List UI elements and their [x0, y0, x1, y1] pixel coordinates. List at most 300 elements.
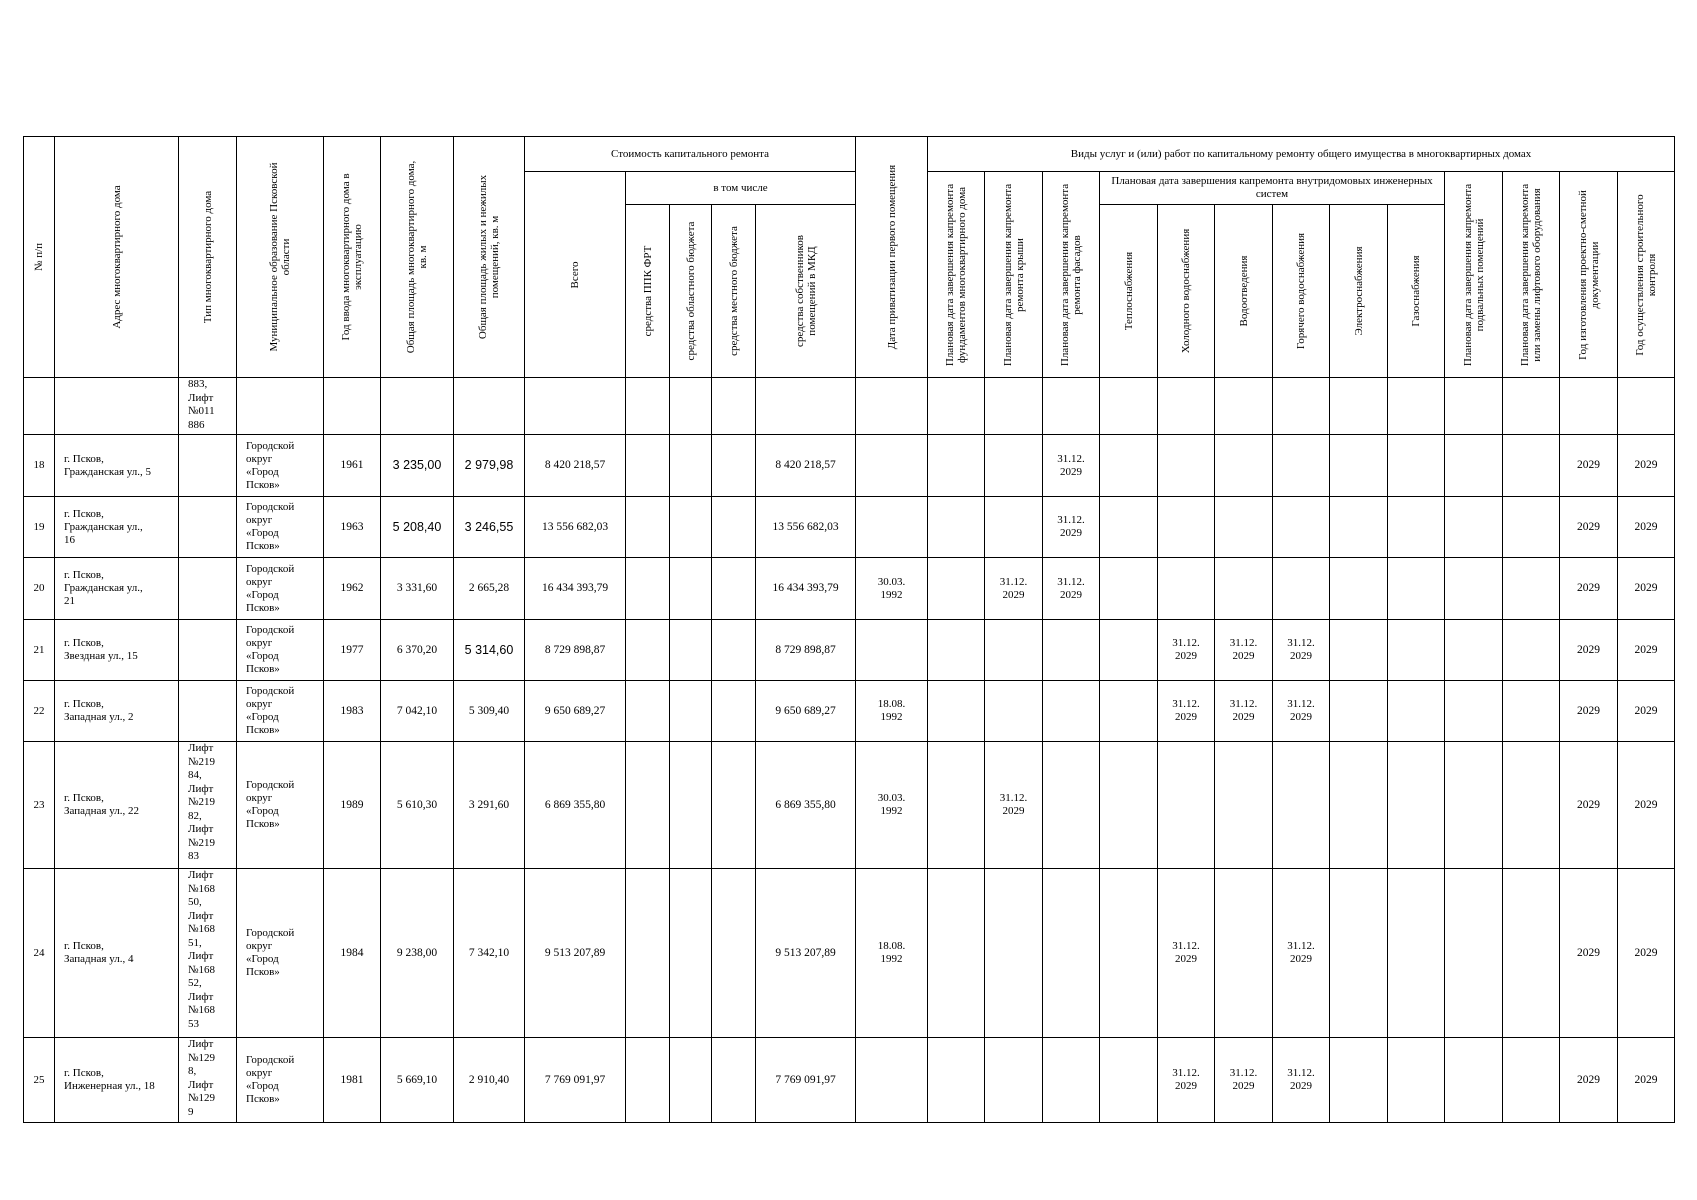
cell-premises-area	[454, 497, 525, 558]
cell-basement	[1445, 681, 1503, 742]
total-text: 9 650 689,27	[544, 704, 606, 717]
cell-no	[24, 378, 55, 435]
cell-year	[324, 378, 381, 435]
cell-type	[179, 1038, 237, 1123]
roof-text: 31.12. 2029	[999, 575, 1028, 601]
cell-gas	[1388, 742, 1445, 869]
total-text: 9 513 207,89	[544, 946, 606, 959]
cell-heat	[1100, 742, 1158, 869]
cell-total-area	[381, 742, 454, 869]
cell-total-area	[381, 558, 454, 620]
cell-drain	[1215, 558, 1273, 620]
cell-address	[55, 869, 179, 1038]
cell-ppk	[626, 869, 670, 1038]
cell-facade	[1043, 1038, 1100, 1123]
hot-text: 31.12. 2029	[1287, 940, 1315, 965]
cell-hot	[1273, 497, 1330, 558]
cell-control	[1618, 1038, 1675, 1123]
owners-text: 9 513 207,89	[775, 946, 836, 959]
cell-type	[179, 620, 237, 681]
cell-basement	[1445, 742, 1503, 869]
design-text: 2029	[1577, 798, 1600, 811]
premises-area-text: 5 314,60	[464, 642, 514, 657]
premises-area-text: 7 342,10	[468, 946, 510, 959]
cell-owners	[756, 742, 856, 869]
header-year-commissioned: Год ввода многоквартирного дома в эксплуатацию	[324, 137, 381, 378]
cell-facade	[1043, 435, 1100, 497]
cell-cold	[1158, 497, 1215, 558]
control-text: 2029	[1634, 582, 1658, 594]
cell-year	[324, 558, 381, 620]
cell-total-area	[381, 378, 454, 435]
cell-premises-area	[454, 620, 525, 681]
cell-local	[712, 435, 756, 497]
cell-gas	[1388, 435, 1445, 497]
cold-text: 31.12. 2029	[1172, 637, 1200, 662]
cell-gas	[1388, 378, 1445, 435]
cell-ppk	[626, 497, 670, 558]
cell-year	[324, 620, 381, 681]
cell-privatization	[856, 620, 928, 681]
control-text: 2029	[1634, 643, 1658, 656]
cell-local	[712, 620, 756, 681]
cell-gas	[1388, 620, 1445, 681]
cell-ppk	[626, 378, 670, 435]
header-design-year: Год изготовления проектно-сметной документации	[1560, 172, 1618, 378]
cell-total	[525, 435, 626, 497]
owners-text: 7 769 091,97	[775, 1073, 836, 1086]
cell-foundation	[928, 378, 985, 435]
year-text: 1961	[340, 459, 364, 471]
header-total: Всего	[525, 172, 626, 378]
cell-elevator	[1503, 742, 1560, 869]
cell-hot	[1273, 742, 1330, 869]
premises-area-text: 5 309,40	[468, 704, 510, 717]
cell-privatization	[856, 435, 928, 497]
cell-total	[525, 378, 626, 435]
year-text: 1977	[340, 643, 364, 656]
cell-local	[712, 558, 756, 620]
year-text: 1962	[340, 582, 364, 594]
cell-total	[525, 681, 626, 742]
cell-heat	[1100, 869, 1158, 1038]
cell-regional	[670, 681, 712, 742]
cell-heat	[1100, 620, 1158, 681]
design-text: 2029	[1577, 459, 1600, 471]
cell-privatization	[856, 742, 928, 869]
cell-roof	[985, 1038, 1043, 1123]
cell-premises-area	[454, 558, 525, 620]
type-text: Лифт №219 84, Лифт №219 82, Лифт №219 83	[188, 742, 215, 862]
cell-local	[712, 681, 756, 742]
cell-electric	[1330, 378, 1388, 435]
cell-design	[1560, 558, 1618, 620]
total-text: 13 556 682,03	[541, 520, 609, 533]
cell-basement	[1445, 1038, 1503, 1123]
privatization-text: 30.03. 1992	[877, 575, 906, 601]
cell-control	[1618, 497, 1675, 558]
cell-privatization	[856, 869, 928, 1038]
type-text: Лифт №129 8, Лифт №129 9	[188, 1038, 215, 1118]
cell-year	[324, 1038, 381, 1123]
cell-owners	[756, 558, 856, 620]
municipality-text: Городской округ «Город Псков»	[246, 624, 295, 675]
control-text: 2029	[1634, 1073, 1658, 1086]
header-cost-group: Стоимость капитального ремонта	[525, 137, 856, 172]
owners-text: 6 869 355,80	[775, 798, 836, 811]
header-heat: Теплоснабжения	[1100, 205, 1158, 378]
cell-roof	[985, 435, 1043, 497]
cell-regional	[670, 620, 712, 681]
year-text: 1963	[340, 520, 364, 533]
cell-total-area	[381, 620, 454, 681]
cell-premises-area	[454, 742, 525, 869]
capital-repair-table	[23, 136, 1675, 1123]
cell-foundation	[928, 497, 985, 558]
header-regional: средства областного бюджета	[670, 205, 712, 378]
cell-no	[24, 620, 55, 681]
cell-local	[712, 742, 756, 869]
cell-elevator	[1503, 497, 1560, 558]
design-text: 2029	[1577, 520, 1600, 533]
header-type: Тип многоквартирного дома	[179, 137, 237, 378]
table-body	[24, 378, 1675, 1123]
cell-control	[1618, 869, 1675, 1038]
type-text: 883, Лифт №011 886	[188, 378, 215, 431]
cell-facade	[1043, 681, 1100, 742]
cell-ppk	[626, 1038, 670, 1123]
cell-cold	[1158, 681, 1215, 742]
cell-foundation	[928, 1038, 985, 1123]
cell-basement	[1445, 558, 1503, 620]
cell-design	[1560, 378, 1618, 435]
cell-type	[179, 742, 237, 869]
cell-owners	[756, 681, 856, 742]
no-text: 24	[33, 946, 45, 959]
cell-premises-area	[454, 869, 525, 1038]
capital-repair-table-page	[23, 136, 1675, 1123]
cell-cold	[1158, 378, 1215, 435]
cell-facade	[1043, 378, 1100, 435]
table-row	[24, 681, 1675, 742]
cell-electric	[1330, 558, 1388, 620]
cell-no	[24, 681, 55, 742]
cell-drain	[1215, 869, 1273, 1038]
cell-elevator	[1503, 558, 1560, 620]
cold-text: 31.12. 2029	[1172, 940, 1200, 965]
cell-hot	[1273, 620, 1330, 681]
cell-owners	[756, 435, 856, 497]
cell-control	[1618, 378, 1675, 435]
no-text: 22	[33, 704, 45, 717]
facade-text: 31.12. 2029	[1057, 575, 1085, 601]
cell-total-area	[381, 435, 454, 497]
cell-drain	[1215, 620, 1273, 681]
cell-drain	[1215, 378, 1273, 435]
cell-no	[24, 742, 55, 869]
cell-ppk	[626, 558, 670, 620]
cell-year	[324, 869, 381, 1038]
cell-facade	[1043, 558, 1100, 620]
cell-no	[24, 435, 55, 497]
no-text: 20	[33, 582, 45, 594]
cell-cold	[1158, 558, 1215, 620]
header-total-area: Общая площадь многоквартирного дома, кв. м	[381, 137, 454, 378]
cell-premises-area	[454, 1038, 525, 1123]
cell-electric	[1330, 742, 1388, 869]
municipality-text: Городской округ «Город Псков»	[246, 779, 295, 830]
header-electric: Электроснабжения	[1330, 205, 1388, 378]
cell-ppk	[626, 620, 670, 681]
design-text: 2029	[1577, 582, 1600, 594]
cell-foundation	[928, 681, 985, 742]
cell-foundation	[928, 869, 985, 1038]
cell-design	[1560, 742, 1618, 869]
address-text: г. Псков, Гражданская ул., 16	[64, 507, 143, 546]
cell-heat	[1100, 435, 1158, 497]
design-text: 2029	[1577, 1073, 1600, 1086]
cell-year	[324, 497, 381, 558]
municipality-text: Городской округ «Город Псков»	[246, 501, 295, 552]
cell-roof	[985, 869, 1043, 1038]
cell-year	[324, 435, 381, 497]
total-area-text: 3 235,00	[392, 458, 442, 472]
cell-total-area	[381, 497, 454, 558]
cell-type	[179, 378, 237, 435]
municipality-text: Городской округ «Город Псков»	[246, 439, 295, 491]
cell-year	[324, 742, 381, 869]
total-text: 8 729 898,87	[544, 643, 606, 656]
cell-control	[1618, 681, 1675, 742]
cell-no	[24, 869, 55, 1038]
table-row-continuation	[24, 378, 1675, 435]
cell-facade	[1043, 497, 1100, 558]
owners-text: 9 650 689,27	[775, 704, 836, 717]
cell-regional	[670, 1038, 712, 1123]
header-works-group: Виды услуг и (или) работ по капитальному ремонту общего имущества в многоквартирных домах	[928, 137, 1675, 172]
cell-address	[55, 681, 179, 742]
cell-municipality	[237, 681, 324, 742]
hot-text: 31.12. 2029	[1287, 637, 1315, 662]
cell-privatization	[856, 1038, 928, 1123]
cell-total-area	[381, 681, 454, 742]
cell-elevator	[1503, 435, 1560, 497]
cell-gas	[1388, 869, 1445, 1038]
cell-gas	[1388, 497, 1445, 558]
premises-area-text: 2 910,40	[468, 1073, 510, 1086]
cell-hot	[1273, 435, 1330, 497]
facade-text: 31.12. 2029	[1057, 452, 1085, 478]
design-text: 2029	[1577, 946, 1600, 959]
header-no: № п/п	[24, 137, 55, 378]
no-text: 23	[33, 798, 45, 811]
cell-elevator	[1503, 869, 1560, 1038]
cell-total-area	[381, 869, 454, 1038]
header-local: средства местного бюджета	[712, 205, 756, 378]
type-text: Лифт №168 50, Лифт №168 51, Лифт №168 52, Лифт №168 53	[188, 869, 215, 1030]
table-row	[24, 742, 1675, 869]
cell-design	[1560, 1038, 1618, 1123]
cell-privatization	[856, 497, 928, 558]
cell-heat	[1100, 497, 1158, 558]
cell-owners	[756, 869, 856, 1038]
total-area-text: 3 331,60	[396, 582, 438, 594]
privatization-text: 30.03. 1992	[877, 792, 906, 817]
cell-local	[712, 497, 756, 558]
design-text: 2029	[1577, 643, 1600, 656]
cell-drain	[1215, 742, 1273, 869]
cell-address	[55, 742, 179, 869]
cell-design	[1560, 497, 1618, 558]
address-text: г. Псков, Западная ул., 2	[64, 698, 134, 723]
address-text: г. Псков, Западная ул., 22	[64, 792, 139, 817]
total-text: 6 869 355,80	[544, 798, 606, 811]
table-row	[24, 435, 1675, 497]
cell-privatization	[856, 558, 928, 620]
municipality-text: Городской округ «Город Псков»	[246, 927, 295, 978]
cell-design	[1560, 681, 1618, 742]
privatization-text: 18.08. 1992	[877, 698, 906, 723]
cell-regional	[670, 869, 712, 1038]
cell-municipality	[237, 869, 324, 1038]
cell-cold	[1158, 620, 1215, 681]
cell-type	[179, 558, 237, 620]
cell-year	[324, 681, 381, 742]
cell-basement	[1445, 378, 1503, 435]
header-including: в том числе	[626, 172, 856, 205]
drain-text: 31.12. 2029	[1229, 698, 1258, 723]
cell-basement	[1445, 869, 1503, 1038]
no-text: 21	[33, 643, 45, 656]
header-basement: Плановая дата завершения капремонта подвальных помещений	[1445, 172, 1503, 378]
cell-cold	[1158, 1038, 1215, 1123]
cold-text: 31.12. 2029	[1172, 698, 1200, 723]
table-row	[24, 1038, 1675, 1123]
cell-gas	[1388, 558, 1445, 620]
cell-design	[1560, 620, 1618, 681]
year-text: 1984	[340, 946, 364, 959]
cell-municipality	[237, 620, 324, 681]
cell-address	[55, 378, 179, 435]
cell-type	[179, 869, 237, 1038]
cell-ppk	[626, 742, 670, 869]
cell-elevator	[1503, 1038, 1560, 1123]
table-row	[24, 620, 1675, 681]
cell-heat	[1100, 558, 1158, 620]
header-facade: Плановая дата завершения капремонта ремонта фасадов	[1043, 172, 1100, 378]
cell-electric	[1330, 681, 1388, 742]
cell-hot	[1273, 378, 1330, 435]
cell-no	[24, 497, 55, 558]
total-text: 8 420 218,57	[544, 459, 606, 471]
cell-total	[525, 869, 626, 1038]
cell-foundation	[928, 435, 985, 497]
address-text: г. Псков, Гражданская ул., 5	[64, 452, 152, 478]
control-text: 2029	[1634, 798, 1658, 811]
total-area-text: 6 370,20	[396, 643, 438, 656]
cell-roof	[985, 620, 1043, 681]
cell-electric	[1330, 869, 1388, 1038]
cell-control	[1618, 742, 1675, 869]
cell-hot	[1273, 1038, 1330, 1123]
cell-municipality	[237, 558, 324, 620]
total-area-text: 9 238,00	[396, 946, 438, 959]
hot-text: 31.12. 2029	[1287, 698, 1315, 723]
cell-foundation	[928, 620, 985, 681]
drain-text: 31.12. 2029	[1229, 1067, 1258, 1092]
cell-owners	[756, 1038, 856, 1123]
municipality-text: Городской округ «Город Псков»	[246, 1054, 295, 1105]
cell-total-area	[381, 1038, 454, 1123]
total-text: 16 434 393,79	[541, 582, 609, 594]
cell-municipality	[237, 742, 324, 869]
cell-type	[179, 435, 237, 497]
cell-premises-area	[454, 681, 525, 742]
cell-regional	[670, 558, 712, 620]
no-text: 25	[33, 1073, 45, 1086]
design-text: 2029	[1577, 704, 1600, 717]
cell-roof	[985, 497, 1043, 558]
cell-privatization	[856, 378, 928, 435]
header-gas: Газоснабжения	[1388, 205, 1445, 378]
header-municipality: Муниципальное образование Псковской области	[237, 137, 324, 378]
cell-address	[55, 435, 179, 497]
cell-design	[1560, 869, 1618, 1038]
cell-regional	[670, 497, 712, 558]
cell-ppk	[626, 435, 670, 497]
cell-hot	[1273, 869, 1330, 1038]
cell-address	[55, 1038, 179, 1123]
cell-cold	[1158, 435, 1215, 497]
owners-text: 13 556 682,03	[772, 520, 839, 533]
cell-drain	[1215, 681, 1273, 742]
total-area-text: 5 208,40	[392, 519, 442, 534]
header-foundation: Плановая дата завершения капремонта фундаментов многоквартирного дома	[928, 172, 985, 378]
header-cold-water: Холодного водоснабжения	[1158, 205, 1215, 378]
cell-elevator	[1503, 620, 1560, 681]
cell-roof	[985, 742, 1043, 869]
cell-basement	[1445, 497, 1503, 558]
cell-type	[179, 681, 237, 742]
cell-cold	[1158, 742, 1215, 869]
header-elevator: Плановая дата завершения капремонта или замены лифтового оборудования	[1503, 172, 1560, 378]
header-roof: Плановая дата завершения капремонта ремонта крыши	[985, 172, 1043, 378]
year-text: 1981	[340, 1073, 364, 1086]
cell-foundation	[928, 558, 985, 620]
control-text: 2029	[1634, 704, 1658, 717]
cell-design	[1560, 435, 1618, 497]
cell-electric	[1330, 620, 1388, 681]
cell-drain	[1215, 1038, 1273, 1123]
cell-municipality	[237, 1038, 324, 1123]
no-text: 18	[33, 459, 45, 471]
cell-elevator	[1503, 681, 1560, 742]
cell-municipality	[237, 378, 324, 435]
control-text: 2029	[1634, 459, 1658, 471]
owners-text: 8 729 898,87	[775, 643, 836, 656]
cell-total	[525, 620, 626, 681]
header-ppk-frt: средства ППК ФРТ	[626, 205, 670, 378]
cell-no	[24, 558, 55, 620]
table-row	[24, 558, 1675, 620]
cell-municipality	[237, 435, 324, 497]
cell-local	[712, 378, 756, 435]
cell-privatization	[856, 681, 928, 742]
premises-area-text: 2 979,98	[464, 458, 514, 472]
cell-basement	[1445, 435, 1503, 497]
cell-electric	[1330, 435, 1388, 497]
roof-text: 31.12. 2029	[999, 792, 1028, 817]
